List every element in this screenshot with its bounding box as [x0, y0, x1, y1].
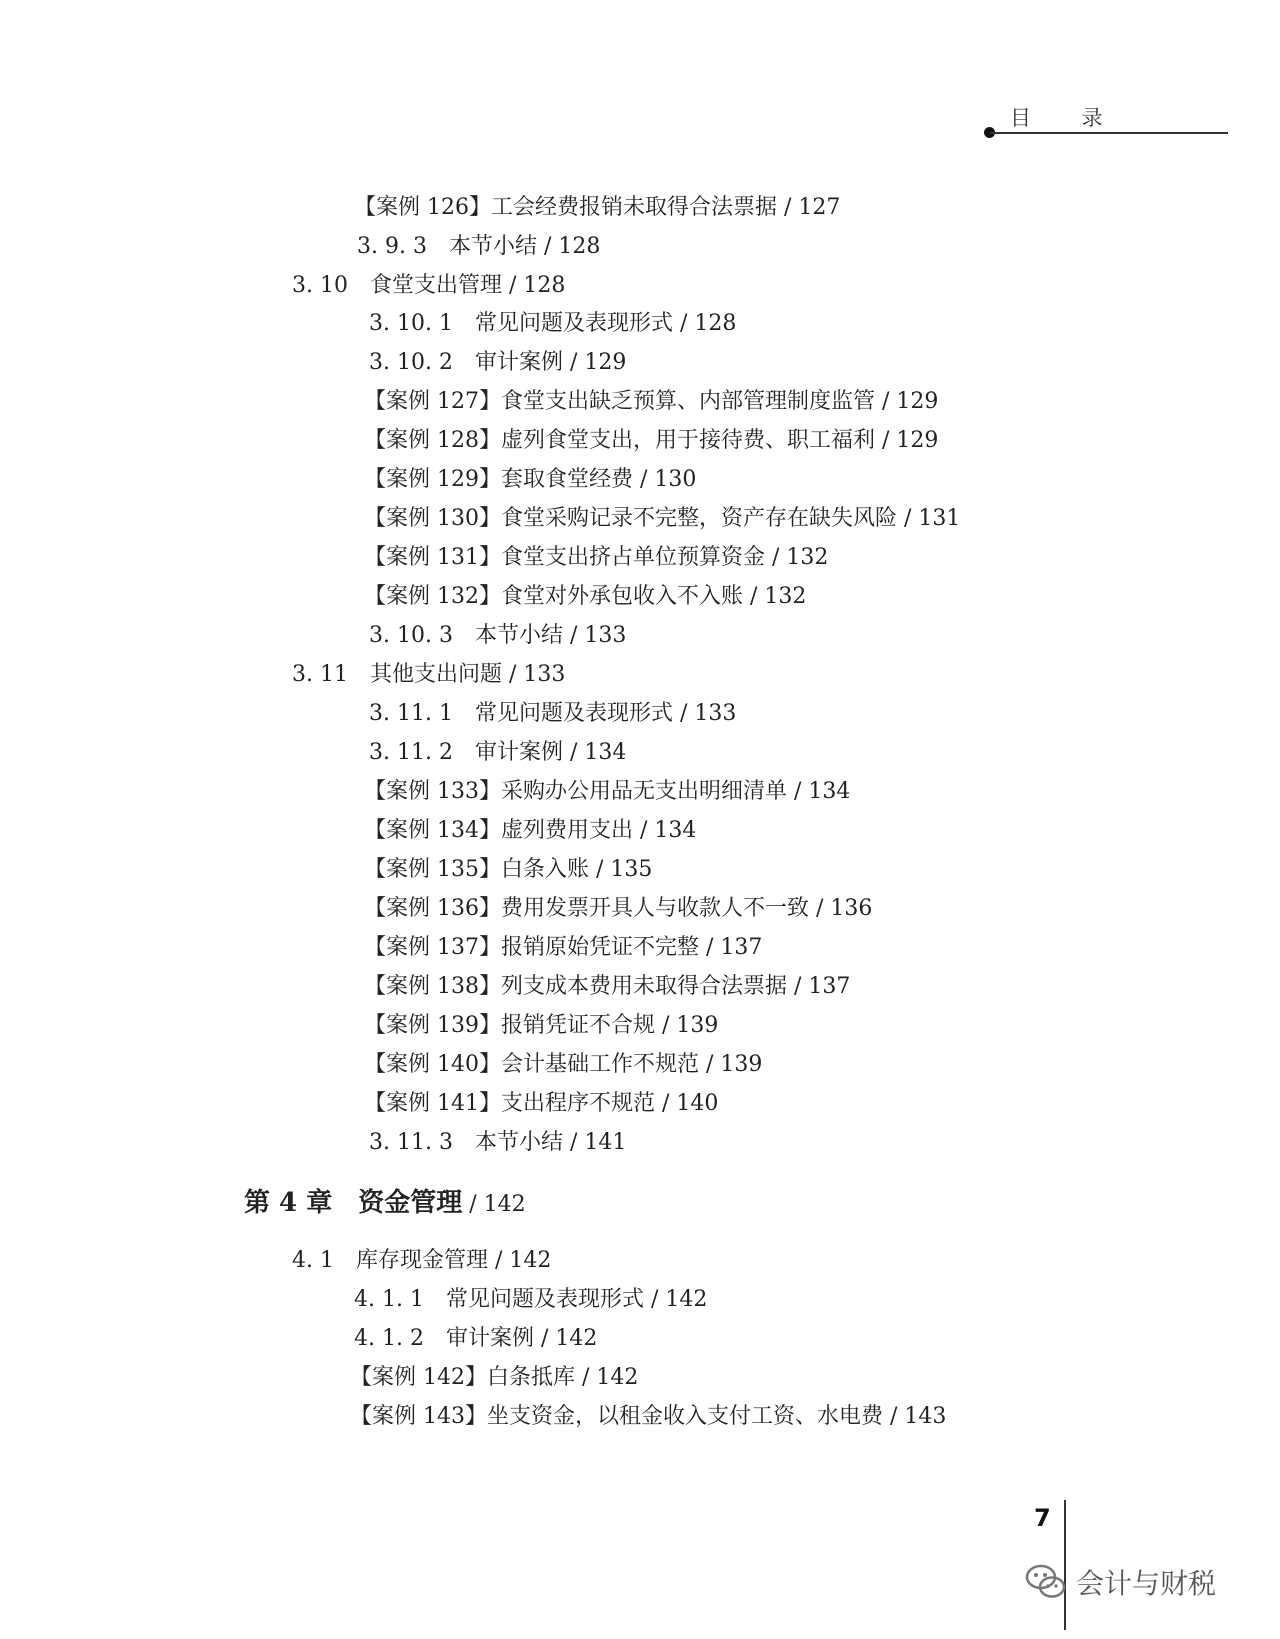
toc-entry-case-141: 【案例 141】支出程序不规范 / 140: [364, 1091, 719, 1116]
toc-entry-case-130: 【案例 130】食堂采购记录不完整，资产存在缺失风险 / 131: [364, 506, 961, 531]
toc-entry-3-10-1: 3. 10. 1 常见问题及表现形式 / 128: [369, 311, 737, 336]
toc-entry-3-10: 3. 10 食堂支出管理 / 128: [292, 273, 566, 298]
toc-entry-case-142: 【案例 142】白条抵库 / 142: [350, 1365, 639, 1390]
toc-entry-case-135: 【案例 135】白条入账 / 135: [364, 857, 653, 882]
chapter-page: / 142: [462, 1192, 526, 1217]
toc-entry-3-10-3: 3. 10. 3 本节小结 / 133: [369, 623, 627, 648]
toc-entry-case-137: 【案例 137】报销原始凭证不完整 / 137: [364, 935, 763, 960]
toc-entry-case-128: 【案例 128】虚列食堂支出，用于接待费、职工福利 / 129: [364, 428, 939, 453]
toc-entry-case-143: 【案例 143】坐支资金，以租金收入支付工资、水电费 / 143: [350, 1404, 947, 1429]
toc-entry-3-11-2: 3. 11. 2 审计案例 / 134: [369, 740, 627, 765]
header-title: 目 录: [1010, 106, 1125, 130]
watermark-text: 会计与财税: [1076, 1567, 1217, 1600]
chapter-label: 第 4 章: [244, 1188, 333, 1218]
toc-entry-case-127: 【案例 127】食堂支出缺乏预算、内部管理制度监管 / 129: [364, 389, 939, 414]
toc-entry-case-139: 【案例 139】报销凭证不合规 / 139: [364, 1013, 719, 1038]
toc-entry-case-126: 【案例 126】工会经费报销未取得合法票据 / 127: [354, 195, 841, 220]
toc-entry-case-136: 【案例 136】费用发票开具人与收款人不一致 / 136: [364, 896, 873, 921]
toc-entry-3-9-3: 3. 9. 3 本节小结 / 128: [357, 234, 601, 259]
toc-entry-3-10-2: 3. 10. 2 审计案例 / 129: [369, 350, 627, 375]
header-rule: [990, 132, 1228, 134]
page-number: 7: [1034, 1504, 1051, 1532]
toc-entry-case-129: 【案例 129】套取食堂经费 / 130: [364, 467, 697, 492]
toc-entry-4-1-1: 4. 1. 1 常见问题及表现形式 / 142: [354, 1287, 708, 1312]
toc-entry-case-138: 【案例 138】列支成本费用未取得合法票据 / 137: [364, 974, 851, 999]
wechat-icon: [1024, 1560, 1068, 1604]
toc-entry-case-140: 【案例 140】会计基础工作不规范 / 139: [364, 1052, 763, 1077]
toc-entry-case-134: 【案例 134】虚列费用支出 / 134: [364, 818, 697, 843]
toc-entry-3-11-3: 3. 11. 3 本节小结 / 141: [369, 1130, 627, 1155]
toc-entry-4-1-2: 4. 1. 2 审计案例 / 142: [354, 1326, 598, 1351]
toc-entry-3-11: 3. 11 其他支出问题 / 133: [292, 662, 566, 687]
toc-entry-case-131: 【案例 131】食堂支出挤占单位预算资金 / 132: [364, 545, 829, 570]
toc-entry-4-1: 4. 1 库存现金管理 / 142: [292, 1248, 552, 1273]
toc-entry-case-132: 【案例 132】食堂对外承包收入不入账 / 132: [364, 584, 807, 609]
toc-entry-3-11-1: 3. 11. 1 常见问题及表现形式 / 133: [369, 701, 737, 726]
chapter-heading: [244, 1190, 526, 1216]
toc-entry-case-133: 【案例 133】采购办公用品无支出明细清单 / 134: [364, 779, 851, 804]
watermark: [1024, 1560, 1216, 1604]
chapter-title: 资金管理: [358, 1188, 463, 1218]
